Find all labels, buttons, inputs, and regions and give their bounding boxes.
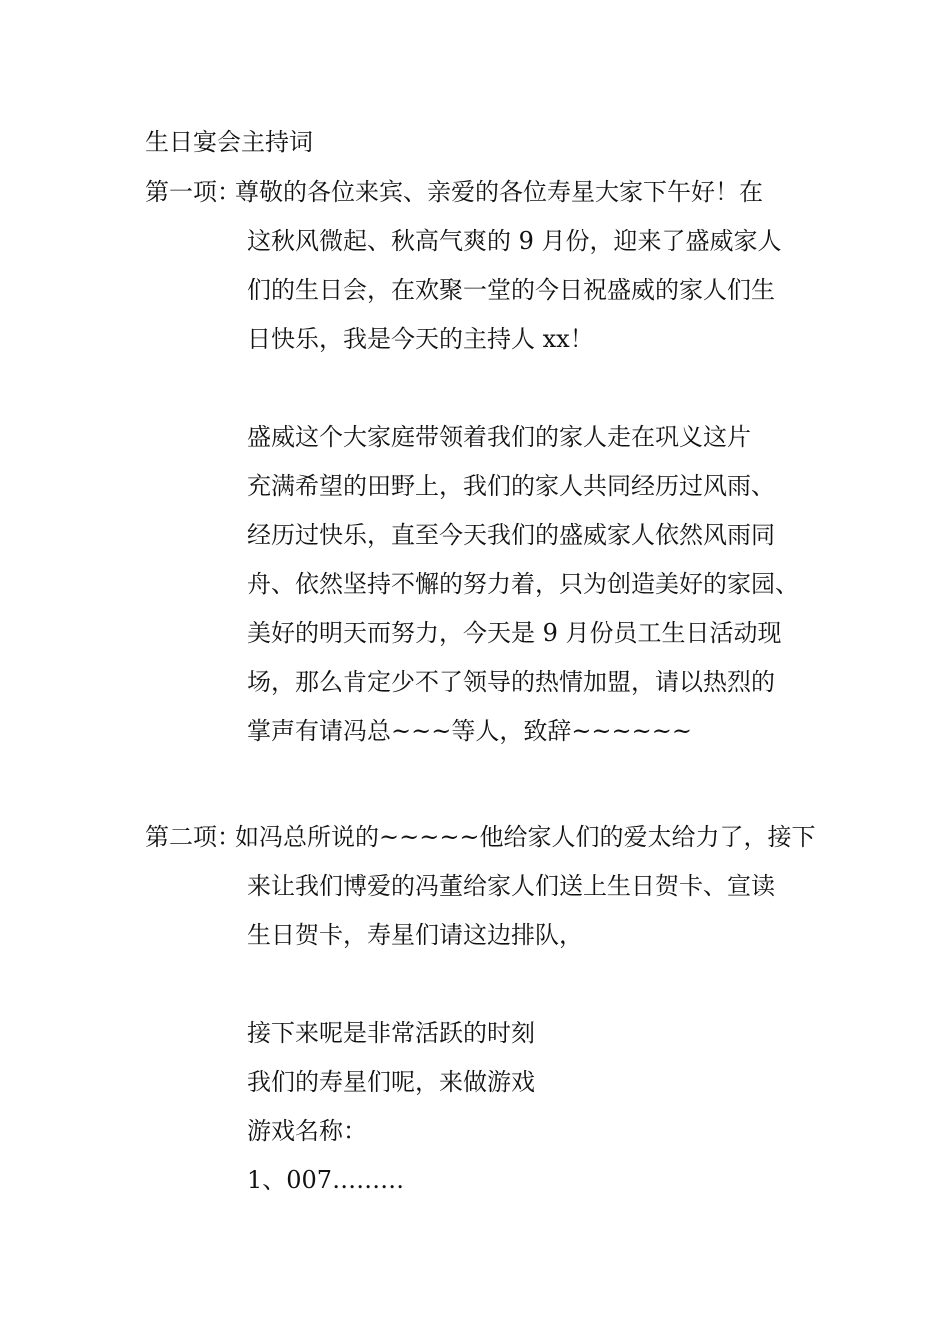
section-two-paragraph-1 — [247, 862, 807, 960]
text-line: 场，那么肯定少不了领导的热情加盟，请以热烈的 — [247, 668, 775, 696]
text-line: 盛威这个大家庭带领着我们的家人走在巩义这片 — [247, 423, 751, 451]
text-line: 掌声有请冯总~~~等人，致辞~~~~~~ — [247, 717, 692, 745]
section-one-label: 第一项： — [145, 178, 241, 206]
section-one-paragraph-1 — [247, 217, 807, 364]
text-line: 接下来呢是非常活跃的时刻 — [247, 1019, 535, 1047]
section-one-line-1: 尊敬的各位来宾、亲爱的各位寿星大家下午好！在 — [235, 178, 763, 206]
text-line: 美好的明天而努力，今天是 9 月份员工生日活动现 — [247, 619, 782, 647]
text-line: 经历过快乐，直至今天我们的盛威家人依然风雨同 — [247, 521, 775, 549]
text-line: 我们的寿星们呢，来做游戏 — [247, 1068, 535, 1096]
document-title: 生日宴会主持词 — [145, 128, 313, 156]
section-one-paragraph-2 — [247, 413, 807, 756]
text-line: 们的生日会，在欢聚一堂的今日祝盛威的家人们生 — [247, 276, 775, 304]
text-line: 这秋风微起、秋高气爽的 9 月份，迎来了盛威家人 — [247, 227, 782, 255]
text-line: 来让我们博爱的冯董给家人们送上生日贺卡、宣读 — [247, 872, 775, 900]
text-line: 日快乐，我是今天的主持人 xx！ — [247, 325, 594, 353]
text-line: 充满希望的田野上，我们的家人共同经历过风雨、 — [247, 472, 775, 500]
section-two-label: 第二项： — [145, 823, 241, 851]
text-line: 游戏名称： — [247, 1117, 367, 1145]
section-two-paragraph-2 — [247, 1009, 807, 1205]
section-two-line-1: 如冯总所说的~~~~~他给家人们的爱太给力了，接下 — [235, 823, 816, 851]
text-line: 舟、依然坚持不懈的努力着，只为创造美好的家园、 — [247, 570, 799, 598]
text-line: 生日贺卡，寿星们请这边排队， — [247, 921, 583, 949]
text-line: 1、007……… — [247, 1166, 405, 1194]
